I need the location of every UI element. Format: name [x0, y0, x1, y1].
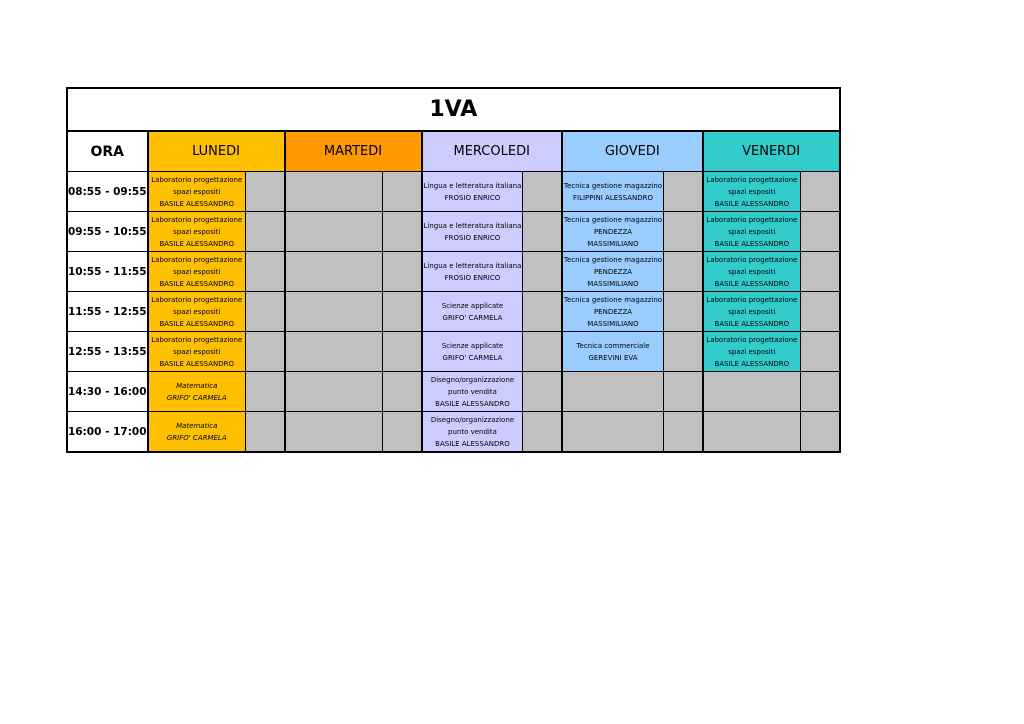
lesson-cell-mercoledi — [422, 332, 523, 372]
lesson-line: spazi espositi — [173, 267, 221, 276]
room-cell-venerdi — [801, 332, 840, 372]
lesson-cell-mercoledi — [422, 372, 523, 412]
lesson-line: spazi espositi — [173, 307, 221, 316]
lesson-line: GRIFO' CARMELA — [442, 313, 503, 322]
lesson-subject: Lingua e letteratura italiana — [423, 261, 522, 270]
lesson-subject: Laboratorio progettazione — [151, 335, 243, 344]
lesson-subject: Lingua e letteratura italiana — [423, 181, 522, 190]
lesson-cell-mercoledi — [422, 292, 523, 332]
lesson-line: BASILE ALESSANDRO — [435, 399, 510, 408]
lesson-line: BASILE ALESSANDRO — [714, 359, 790, 368]
room-cell-venerdi — [801, 412, 840, 453]
room-cell-mercoledi — [523, 332, 562, 372]
time-slot: 10:55 - 11:55 — [67, 252, 148, 292]
empty-cell-martedi — [285, 412, 383, 453]
time-slot: 12:55 - 13:55 — [67, 332, 148, 372]
timetable-row — [67, 292, 840, 332]
room-cell-mercoledi — [523, 412, 562, 453]
lesson-line: BASILE ALESSANDRO — [714, 199, 790, 208]
lesson-subject: Laboratorio progettazione — [151, 255, 243, 264]
time-slot: 14:30 - 16:00 — [67, 372, 148, 412]
room-cell-venerdi — [801, 172, 840, 212]
lesson-line: FROSIO ENRICO — [444, 273, 501, 282]
room-cell-martedi — [383, 412, 422, 453]
lesson-subject: Laboratorio progettazione — [151, 175, 243, 184]
lesson-line: PENDEZZA — [593, 227, 633, 236]
lesson-cell-giovedi — [562, 172, 664, 212]
room-cell-lunedi — [246, 252, 285, 292]
time-slot: 08:55 - 09:55 — [67, 172, 148, 212]
ora-header: ORA — [67, 131, 148, 172]
lesson-line: punto vendita — [448, 427, 497, 436]
lesson-subject: Laboratorio progettazione — [706, 335, 798, 344]
lesson-line: FROSIO ENRICO — [444, 233, 501, 242]
room-cell-martedi — [383, 252, 422, 292]
lesson-line: BASILE ALESSANDRO — [714, 319, 790, 328]
room-cell-giovedi — [664, 172, 703, 212]
empty-cell-venerdi — [703, 372, 801, 412]
lesson-line: GRIFO' CARMELA — [166, 433, 227, 442]
empty-cell-venerdi — [703, 412, 801, 453]
lesson-line: GRIFO' CARMELA — [442, 353, 503, 362]
empty-cell-martedi — [285, 252, 383, 292]
lesson-subject: Disegno/organizzazione — [430, 375, 515, 384]
lesson-cell-mercoledi — [422, 172, 523, 212]
room-cell-venerdi — [801, 252, 840, 292]
lesson-subject: Scienze applicate — [441, 301, 504, 310]
lesson-line: BASILE ALESSANDRO — [714, 239, 790, 248]
timetable-row — [67, 372, 840, 412]
lesson-line: PENDEZZA — [593, 307, 633, 316]
lesson-line: PENDEZZA — [593, 267, 633, 276]
empty-cell-giovedi — [562, 372, 664, 412]
lesson-line: BASILE ALESSANDRO — [159, 239, 235, 248]
lesson-subject: Laboratorio progettazione — [151, 215, 243, 224]
day-header-giovedi: GIOVEDI — [562, 131, 703, 172]
lesson-cell-giovedi — [562, 212, 664, 252]
lesson-cell-giovedi — [562, 292, 664, 332]
room-cell-giovedi — [664, 252, 703, 292]
lesson-line: BASILE ALESSANDRO — [714, 279, 790, 288]
class-title: 1VA — [67, 88, 840, 131]
timetable-row — [67, 212, 840, 252]
room-cell-venerdi — [801, 212, 840, 252]
room-cell-giovedi — [664, 212, 703, 252]
lesson-subject: Tecnica gestione magazzino — [563, 255, 663, 264]
room-cell-lunedi — [246, 332, 285, 372]
empty-cell-martedi — [285, 172, 383, 212]
lesson-subject: Laboratorio progettazione — [706, 215, 798, 224]
lesson-cell-venerdi — [703, 212, 801, 252]
room-cell-venerdi — [801, 292, 840, 332]
room-cell-giovedi — [664, 292, 703, 332]
lesson-line: BASILE ALESSANDRO — [159, 199, 235, 208]
lesson-cell-venerdi — [703, 252, 801, 292]
lesson-line: spazi espositi — [173, 187, 221, 196]
lesson-cell-mercoledi — [422, 212, 523, 252]
lesson-line: spazi espositi — [728, 267, 776, 276]
lesson-cell-giovedi — [562, 332, 664, 372]
timetable-row — [67, 332, 840, 372]
lesson-cell-giovedi — [562, 252, 664, 292]
room-cell-lunedi — [246, 172, 285, 212]
lesson-subject: Laboratorio progettazione — [706, 175, 798, 184]
time-slot: 16:00 - 17:00 — [67, 412, 148, 453]
lesson-cell-lunedi — [148, 412, 246, 453]
timetable-row — [67, 252, 840, 292]
timetable-row — [67, 172, 840, 212]
lesson-subject: Laboratorio progettazione — [151, 295, 243, 304]
time-slot: 09:55 - 10:55 — [67, 212, 148, 252]
lesson-cell-venerdi — [703, 172, 801, 212]
room-cell-martedi — [383, 212, 422, 252]
lesson-cell-mercoledi — [422, 412, 523, 453]
day-header-mercoledi: MERCOLEDI — [422, 131, 562, 172]
lesson-line: GEREVINI EVA — [588, 353, 638, 362]
room-cell-mercoledi — [523, 252, 562, 292]
lesson-cell-lunedi — [148, 372, 246, 412]
lesson-subject: Matematica — [176, 381, 218, 390]
lesson-cell-lunedi — [148, 212, 246, 252]
room-cell-lunedi — [246, 212, 285, 252]
lesson-line: MASSIMILIANO — [587, 239, 639, 248]
lesson-line: spazi espositi — [728, 227, 776, 236]
day-header-venerdi: VENERDI — [703, 131, 840, 172]
lesson-subject: Tecnica gestione magazzino — [563, 295, 663, 304]
room-cell-lunedi — [246, 412, 285, 453]
lesson-subject: Tecnica gestione magazzino — [563, 181, 663, 190]
room-cell-mercoledi — [523, 372, 562, 412]
lesson-line: BASILE ALESSANDRO — [159, 279, 235, 288]
day-header-martedi: MARTEDI — [285, 131, 422, 172]
lesson-line: GRIFO' CARMELA — [166, 393, 227, 402]
lesson-line: BASILE ALESSANDRO — [159, 319, 235, 328]
room-cell-mercoledi — [523, 172, 562, 212]
lesson-line: FILIPPINI ALESSANDRO — [572, 193, 653, 202]
empty-cell-martedi — [285, 212, 383, 252]
lesson-subject: Lingua e letteratura italiana — [423, 221, 522, 230]
lesson-subject: Matematica — [176, 421, 218, 430]
room-cell-giovedi — [664, 372, 703, 412]
room-cell-giovedi — [664, 332, 703, 372]
lesson-cell-mercoledi — [422, 252, 523, 292]
lesson-line: spazi espositi — [728, 347, 776, 356]
lesson-line: BASILE ALESSANDRO — [159, 359, 235, 368]
lesson-subject: Laboratorio progettazione — [706, 295, 798, 304]
lesson-line: FROSIO ENRICO — [444, 193, 501, 202]
empty-cell-martedi — [285, 292, 383, 332]
lesson-line: spazi espositi — [728, 187, 776, 196]
lesson-line: spazi espositi — [728, 307, 776, 316]
time-slot: 11:55 - 12:55 — [67, 292, 148, 332]
lesson-line: spazi espositi — [173, 347, 221, 356]
room-cell-lunedi — [246, 292, 285, 332]
room-cell-martedi — [383, 292, 422, 332]
lesson-cell-lunedi — [148, 252, 246, 292]
lesson-cell-lunedi — [148, 292, 246, 332]
timetable-body — [67, 172, 840, 453]
room-cell-martedi — [383, 372, 422, 412]
lesson-line: punto vendita — [448, 387, 497, 396]
room-cell-mercoledi — [523, 292, 562, 332]
lesson-cell-venerdi — [703, 292, 801, 332]
lesson-subject: Tecnica gestione magazzino — [563, 215, 663, 224]
empty-cell-martedi — [285, 372, 383, 412]
empty-cell-martedi — [285, 332, 383, 372]
empty-cell-giovedi — [562, 412, 664, 453]
lesson-cell-lunedi — [148, 332, 246, 372]
lesson-line: BASILE ALESSANDRO — [435, 439, 510, 448]
timetable — [66, 87, 841, 453]
room-cell-martedi — [383, 332, 422, 372]
lesson-subject: Scienze applicate — [441, 341, 504, 350]
room-cell-lunedi — [246, 372, 285, 412]
lesson-cell-venerdi — [703, 332, 801, 372]
lesson-line: MASSIMILIANO — [587, 319, 639, 328]
day-header-lunedi: LUNEDI — [148, 131, 285, 172]
room-cell-mercoledi — [523, 212, 562, 252]
room-cell-martedi — [383, 172, 422, 212]
lesson-cell-lunedi — [148, 172, 246, 212]
room-cell-giovedi — [664, 412, 703, 453]
lesson-line: spazi espositi — [173, 227, 221, 236]
room-cell-venerdi — [801, 372, 840, 412]
lesson-subject: Laboratorio progettazione — [706, 255, 798, 264]
lesson-subject: Tecnica commerciale — [576, 341, 650, 350]
lesson-line: MASSIMILIANO — [587, 279, 639, 288]
lesson-subject: Disegno/organizzazione — [430, 415, 515, 424]
timetable-row — [67, 412, 840, 453]
